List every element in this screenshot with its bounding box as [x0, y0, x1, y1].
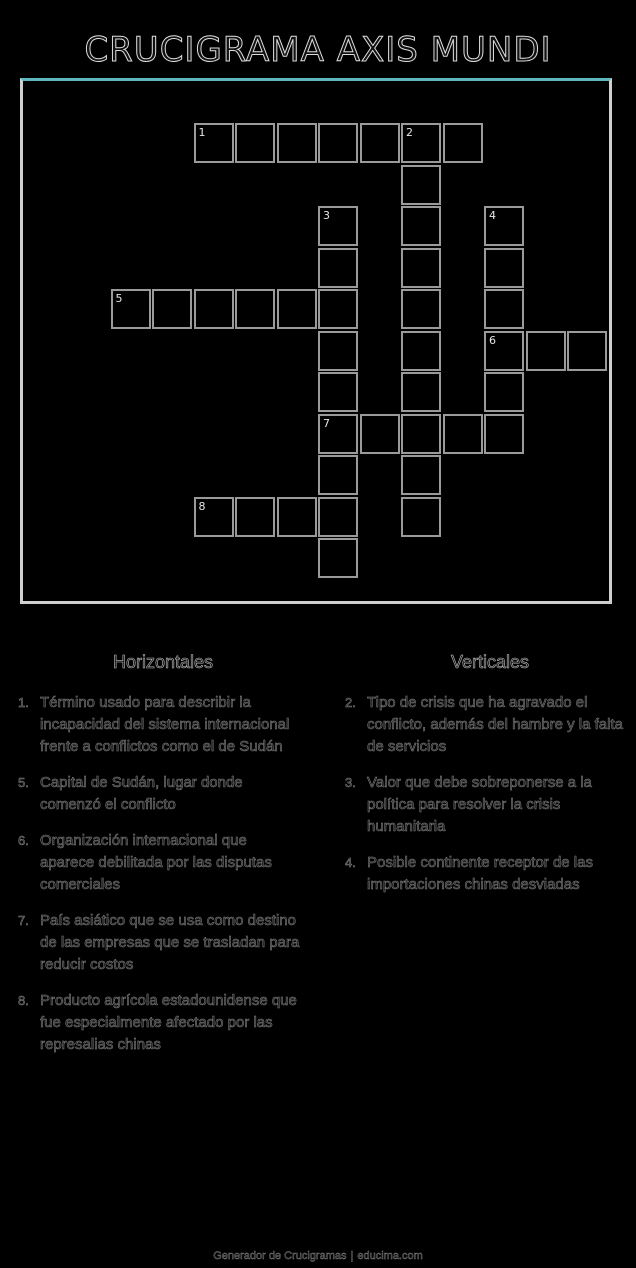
cell-number: 5	[115, 292, 123, 305]
clue-text: Posible continente receptor de las importaciones chinas desviadas	[367, 854, 593, 893]
crossword-cell[interactable]	[194, 289, 234, 329]
crossword-cell[interactable]	[401, 123, 441, 163]
crossword-cell[interactable]	[318, 123, 358, 163]
crossword-cell[interactable]	[194, 497, 234, 537]
puzzle-title: CRUCIGRAMA AXIS MUNDI	[84, 30, 552, 70]
crossword-cell[interactable]	[277, 123, 317, 163]
crossword-cell[interactable]	[484, 414, 524, 454]
cell-number: 6	[489, 333, 496, 347]
horizontal-clues-heading: Horizontales	[112, 652, 214, 672]
clue-text: Producto agrícola estadounidense que fue especialmente afectado por las represalias chinas	[40, 992, 297, 1053]
cell-number: 4	[489, 209, 496, 222]
clue-item	[18, 830, 308, 896]
crossword-cell[interactable]	[443, 414, 483, 454]
footer-separator: |	[350, 1250, 354, 1262]
clue-text: Valor que debe sobreponerse a la política para resolver la crisis humanitaria	[367, 774, 592, 835]
crossword-cell[interactable]	[443, 123, 483, 163]
clue-item	[18, 910, 308, 976]
crossword-cell[interactable]	[111, 289, 151, 329]
crossword-cell[interactable]	[526, 331, 566, 371]
crossword-cell[interactable]	[235, 289, 275, 329]
horizontal-clue-list	[18, 692, 308, 1056]
crossword-cell[interactable]	[152, 289, 192, 329]
crossword-cell[interactable]	[567, 331, 607, 371]
clue-item	[18, 772, 308, 816]
crossword-cell[interactable]	[277, 289, 317, 329]
clue-number: 4.	[345, 855, 356, 870]
crossword-cell[interactable]	[318, 331, 358, 371]
crossword-cell[interactable]	[401, 289, 441, 329]
crossword-cell[interactable]	[318, 414, 358, 454]
crossword-cell[interactable]	[401, 165, 441, 205]
footer-generator-link[interactable]: Generador de Crucigramas	[213, 1250, 347, 1262]
crossword-cell[interactable]	[401, 497, 441, 537]
clue-text: Tipo de crisis que ha agravado el conflicto, además del hambre y la falta de servicios	[367, 694, 623, 755]
crossword-cell[interactable]	[360, 123, 400, 163]
crossword-cell[interactable]	[235, 123, 275, 163]
crossword-cell[interactable]	[484, 206, 524, 246]
crossword-board	[20, 78, 612, 604]
clue-number: 3.	[345, 775, 356, 790]
crossword-cell[interactable]	[401, 455, 441, 495]
vertical-clue-list	[345, 692, 635, 896]
clue-text: Término usado para describir la incapacidad del sistema internacional frente a conflictos como el de Sudán	[40, 694, 290, 755]
cell-number: 8	[198, 499, 206, 513]
clue-number: 2.	[345, 695, 356, 710]
crossword-cell[interactable]	[401, 372, 441, 412]
crossword-cell[interactable]	[484, 331, 524, 371]
crossword-cell[interactable]	[484, 289, 524, 329]
cell-number: 1	[198, 126, 206, 139]
crossword-cell[interactable]	[401, 248, 441, 288]
crossword-cell[interactable]	[401, 206, 441, 246]
crossword-cell[interactable]	[484, 372, 524, 412]
crossword-cell[interactable]	[235, 497, 275, 537]
crossword-cell[interactable]	[194, 123, 234, 163]
clue-number: 6.	[18, 833, 29, 848]
crossword-cell[interactable]	[318, 206, 358, 246]
clue-item	[18, 990, 308, 1056]
cell-number: 3	[323, 209, 330, 222]
crossword-cell[interactable]	[318, 538, 358, 578]
crossword-cell[interactable]	[318, 372, 358, 412]
clue-item	[345, 852, 635, 896]
cell-number: 7	[323, 416, 330, 430]
clue-item	[345, 772, 635, 838]
crossword-cell[interactable]	[401, 414, 441, 454]
crossword-cell[interactable]	[318, 497, 358, 537]
crossword-cell[interactable]	[318, 455, 358, 495]
clue-item	[345, 692, 635, 758]
clue-number: 7.	[18, 913, 29, 928]
clue-number: 8.	[18, 993, 29, 1008]
clue-text: Organización internacional que aparece debilitada por las disputas comerciales	[40, 832, 272, 893]
footer	[0, 1250, 636, 1262]
clue-number: 1.	[18, 695, 29, 710]
clue-number: 5.	[18, 775, 29, 790]
clue-text: País asiático que se usa como destino de las empresas que se trasladan para reducir costos	[40, 912, 300, 973]
crossword-cell[interactable]	[360, 414, 400, 454]
clue-text: Capital de Sudán, lugar donde comenzó el conflicto	[40, 774, 243, 813]
crossword-cell[interactable]	[484, 248, 524, 288]
vertical-clues-heading: Verticales	[450, 652, 530, 672]
crossword-cell[interactable]	[401, 331, 441, 371]
horizontal-clues	[18, 650, 308, 1070]
crossword-cell[interactable]	[318, 248, 358, 288]
footer-site-link[interactable]: educima.com	[357, 1250, 423, 1262]
cell-number: 2	[406, 126, 413, 139]
crossword-cell[interactable]	[277, 497, 317, 537]
vertical-clues	[345, 650, 635, 910]
crossword-cell[interactable]	[318, 289, 358, 329]
clue-item	[18, 692, 308, 758]
